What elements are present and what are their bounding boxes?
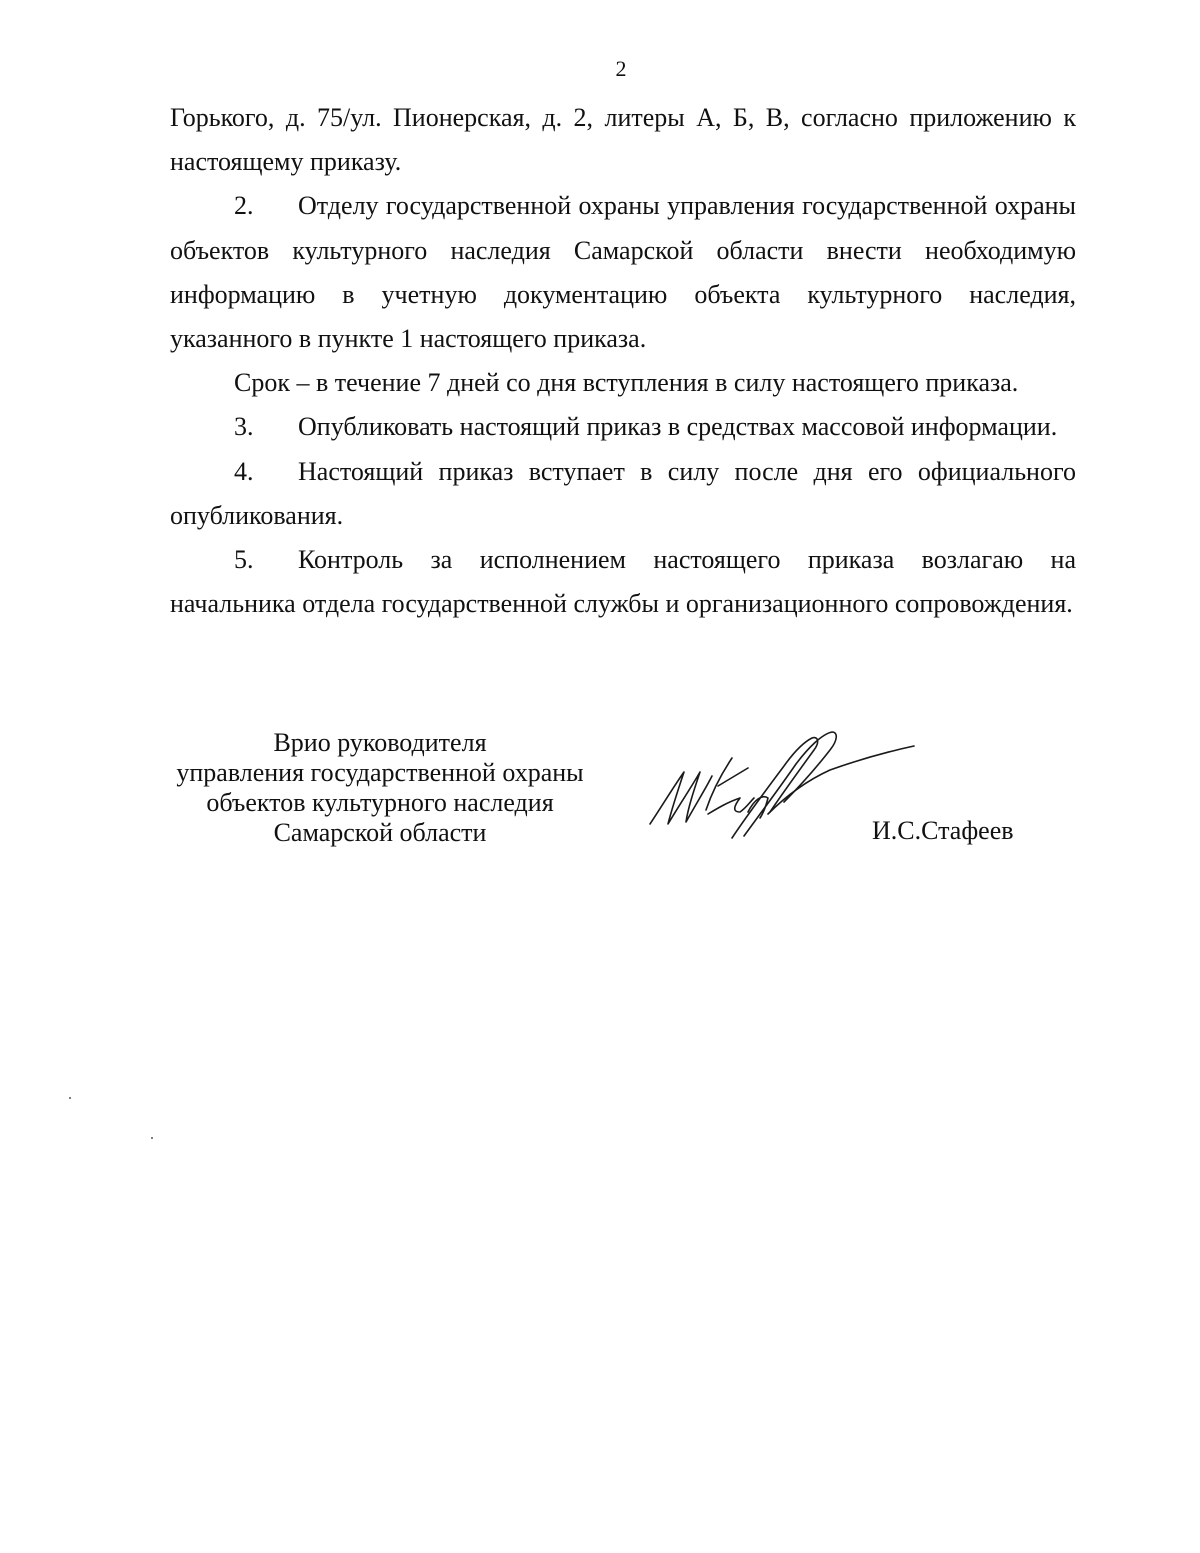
list-item [170, 184, 1076, 361]
item-text: Опубликовать настоящий приказ в средствах массовой информации. [298, 412, 1058, 442]
scan-speck [151, 1137, 153, 1139]
item-text: Отделу государственной охраны управления государственной охраны объектов культурного наследия Самарской области внести необходимую информацию в учетную документацию объекта культурного наследия, указанного в пункте 1 настоящего приказа. [170, 191, 1076, 354]
position-line: объектов культурного наследия [206, 788, 554, 817]
item-number: 5. [234, 545, 254, 575]
item-number: 2. [234, 191, 254, 221]
position-line: Врио руководителя [273, 728, 487, 757]
scan-speck [69, 1097, 71, 1099]
signer-name: И.С.Стафеев [872, 816, 1014, 845]
list-item [170, 538, 1076, 626]
document-body [170, 96, 1076, 626]
item-text: Срок – в течение 7 дней со дня вступления в силу настоящего приказа. [234, 368, 1019, 398]
item-number: 3. [234, 412, 254, 442]
position-line: управления государственной охраны [176, 758, 584, 787]
signatory-position [150, 728, 610, 848]
item-text: Контроль за исполнением настоящего приказа возлагаю на начальника отдела государственной службы и организационного сопровождения. [170, 545, 1076, 619]
list-item [170, 405, 1076, 449]
page-number: 2 [615, 56, 627, 81]
deadline-line [170, 361, 1076, 405]
item-text: Настоящий приказ вступает в силу после дня его официального опубликования. [170, 456, 1076, 530]
intro-continuation: Горького, д. 75/ул. Пионерская, д. 2, литеры А, Б, В, согласно приложению к настоящему приказу. [170, 103, 1076, 177]
list-item [170, 450, 1076, 538]
item-number: 4. [234, 456, 254, 486]
position-line: Самарской области [273, 818, 487, 847]
